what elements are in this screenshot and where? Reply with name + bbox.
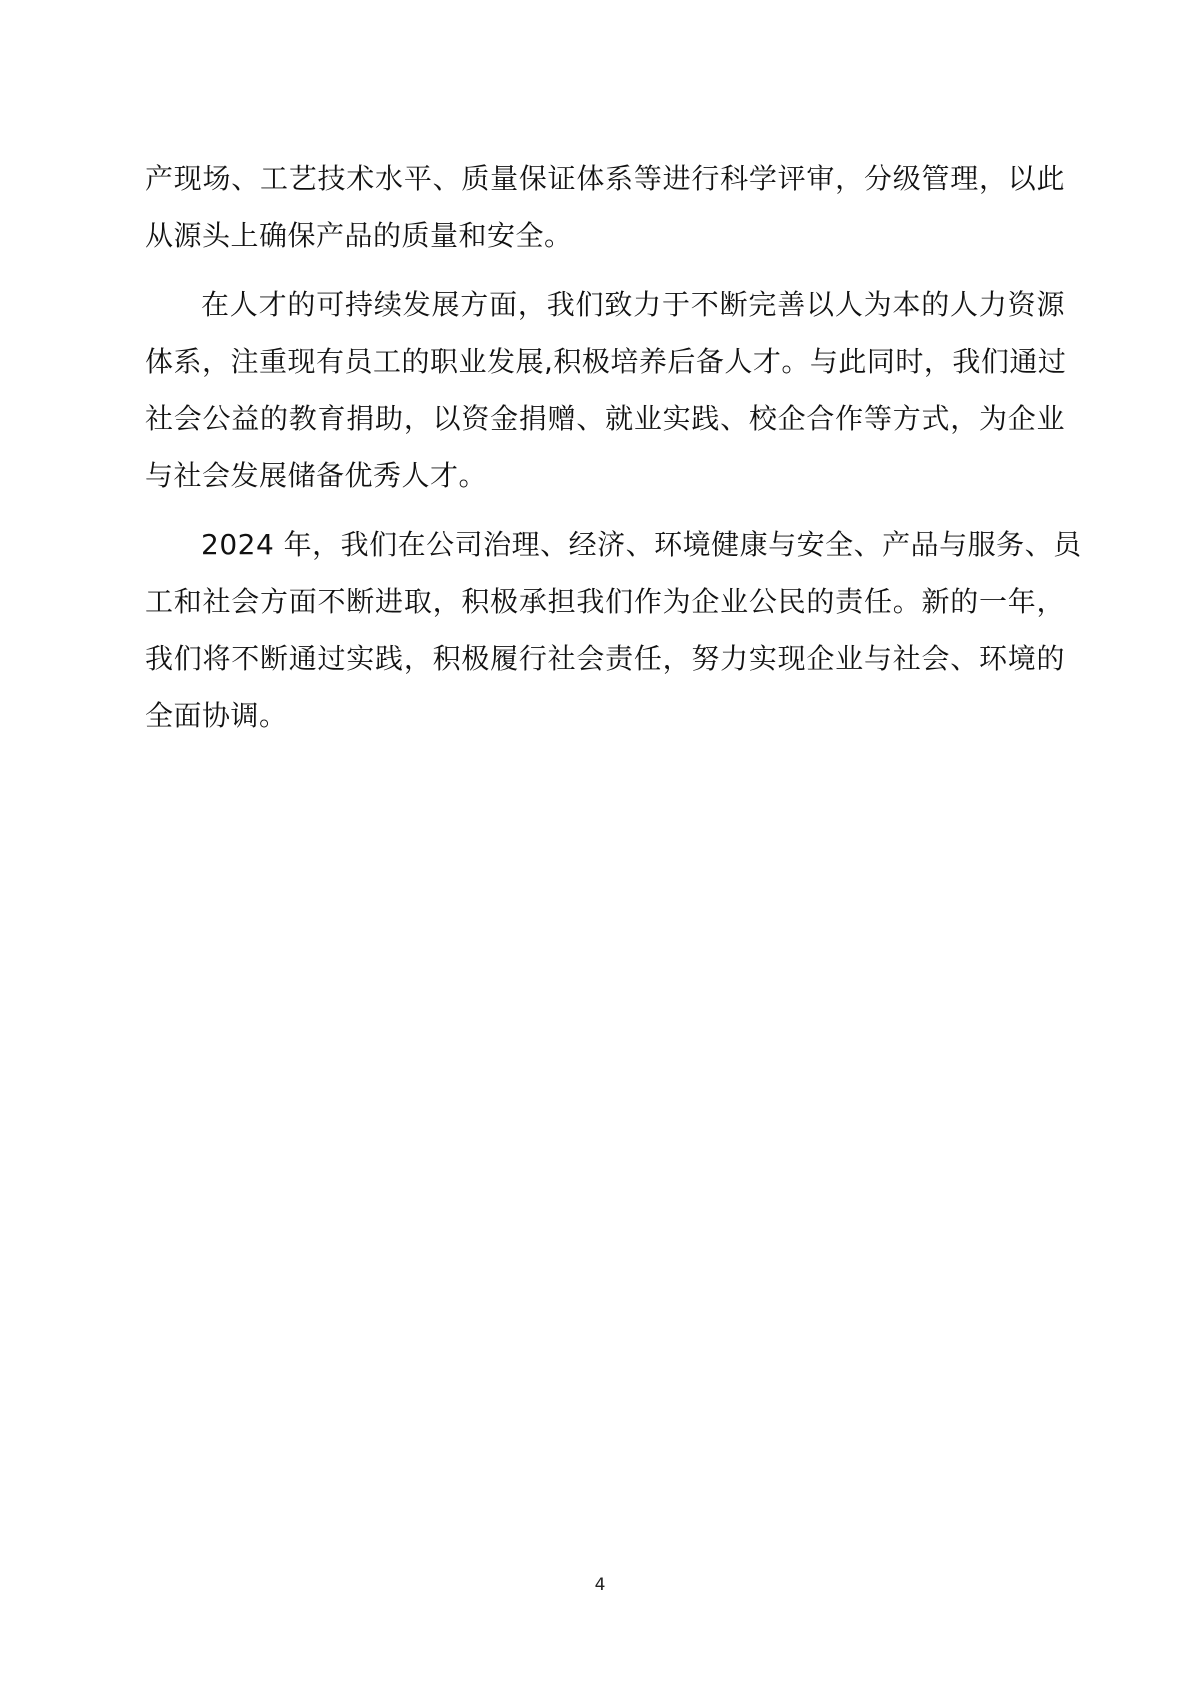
text-line: 体系，注重现有员工的职业发展,积极培养后备人才。与此同时，我们通过 (145, 345, 1067, 378)
body-text (145, 150, 1082, 744)
text-line: 2024 年，我们在公司治理、经济、环境健康与安全、产品与服务、员 (201, 528, 1082, 561)
paragraph-quality (145, 150, 1065, 264)
paragraph-2024-summary (145, 516, 1082, 744)
text-line: 社会公益的教育捐助，以资金捐赠、就业实践、校企合作等方式，为企业 (145, 402, 1065, 435)
page-number: 4 (594, 1575, 606, 1595)
text-line: 工和社会方面不断进取，积极承担我们作为企业公民的责任。新的一年， (145, 585, 1065, 618)
paragraph-talent (145, 276, 1065, 504)
text-line: 产现场、工艺技术水平、质量保证体系等进行科学评审，分级管理，以此 (145, 162, 1065, 195)
text-line: 从源头上确保产品的质量和安全。 (145, 219, 573, 252)
text-line: 我们将不断通过实践，积极履行社会责任，努力实现企业与社会、环境的 (145, 642, 1065, 675)
text-line: 在人才的可持续发展方面，我们致力于不断完善以人为本的人力资源 (201, 288, 1065, 321)
text-line: 全面协调。 (145, 699, 288, 732)
text-line: 与社会发展储备优秀人才。 (145, 459, 488, 492)
